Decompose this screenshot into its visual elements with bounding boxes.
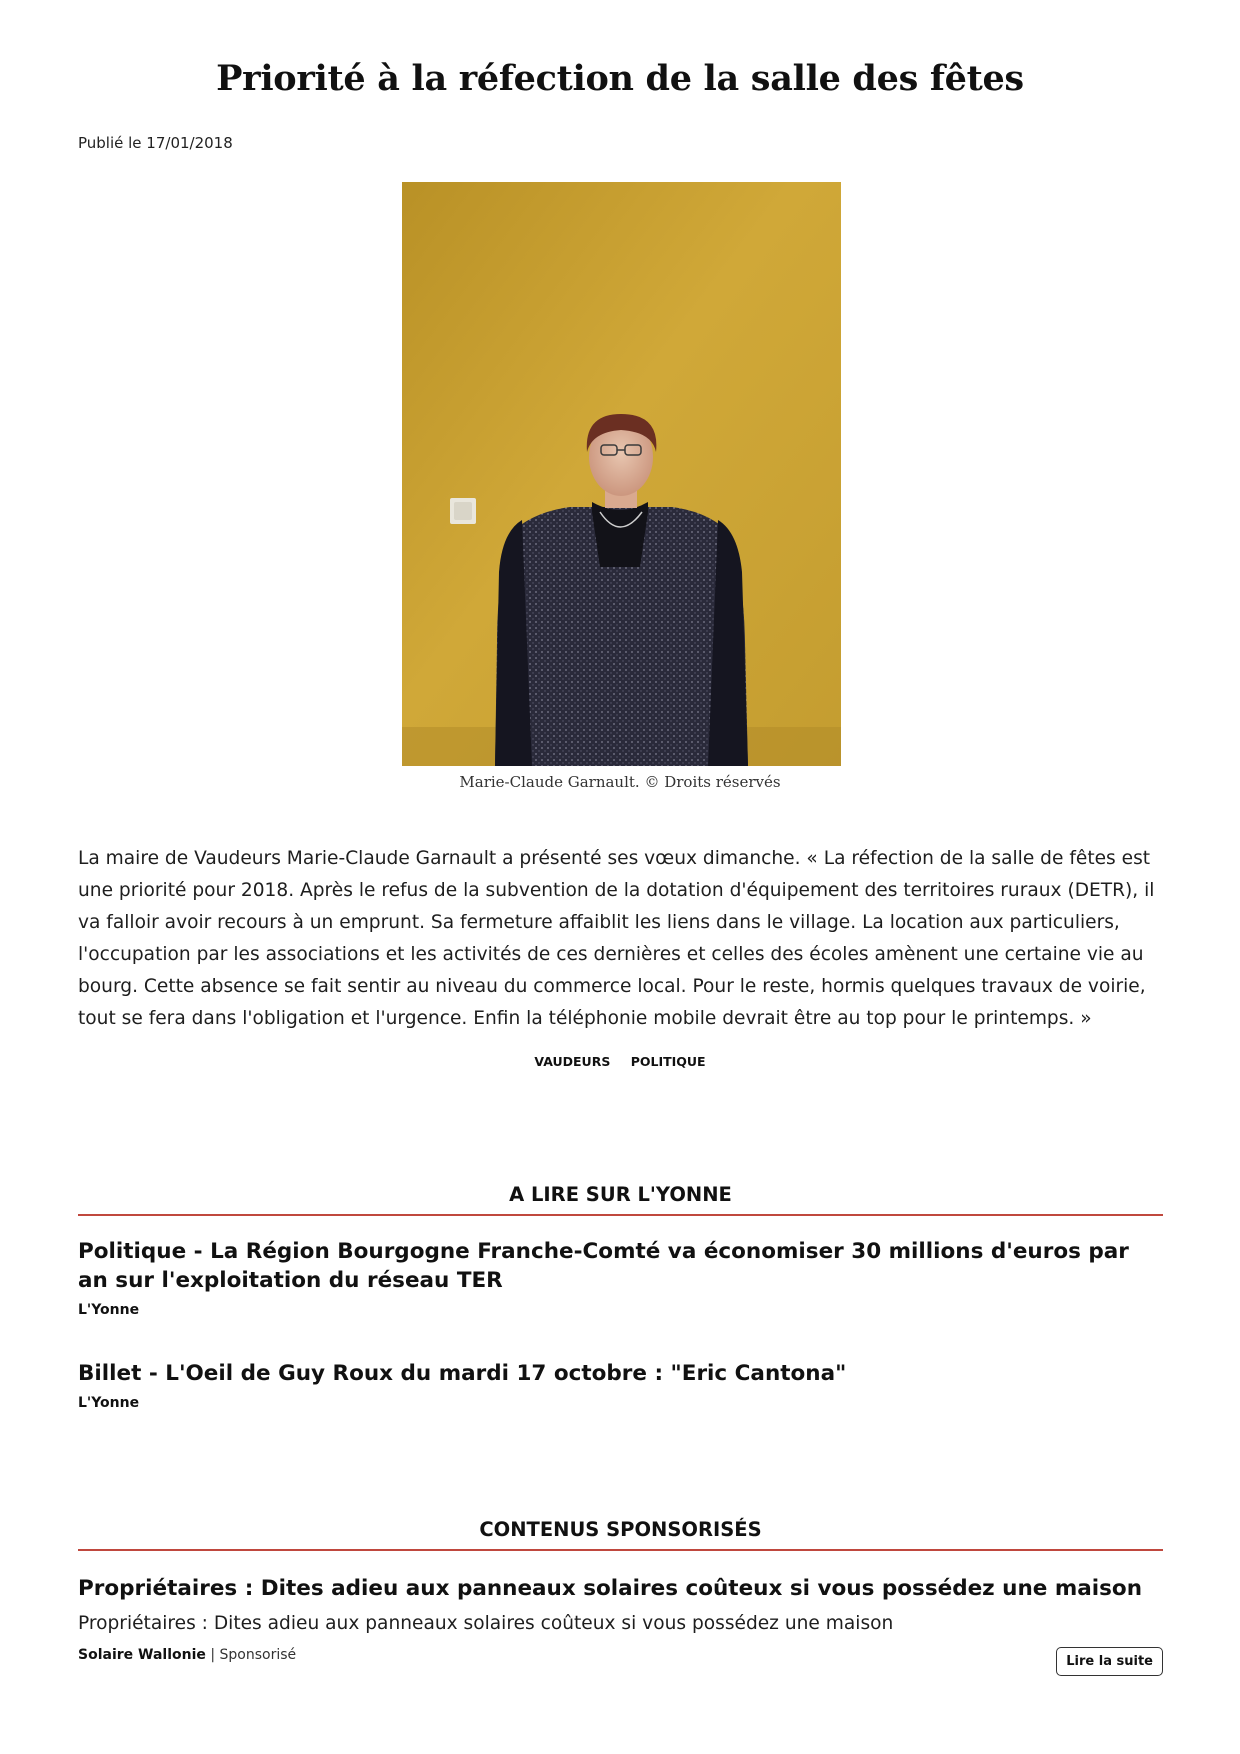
sponsored-article-title[interactable]: Propriétaires : Dites adieu aux panneaux solaires coûteux si vous possédez une maison [78,1576,1142,1601]
sponsored-label: | Sponsorisé [210,1647,297,1663]
related-article[interactable] [78,1237,1163,1320]
read-more-button[interactable]: Lire la suite [1056,1647,1163,1676]
tag-list [0,1053,1240,1071]
page-title: Priorité à la réfection de la salle des fêtes [216,58,1024,99]
sponsored-article-description: Propriétaires : Dites adieu aux panneaux solaires coûteux si vous possédez une maison [78,1613,894,1634]
tag-vaudeurs[interactable]: VAUDEURS [534,1054,611,1069]
photo-caption: Marie-Claude Garnault. © Droits réservés [459,773,781,791]
tag-politique[interactable]: POLITIQUE [630,1054,706,1069]
related-article-source: L'Yonne [78,1395,140,1411]
related-article-title[interactable]: Billet - L'Oeil de Guy Roux du mardi 17 octobre : "Eric Cantona" [78,1361,847,1386]
related-article[interactable] [78,1359,1163,1413]
article-body: La maire de Vaudeurs Marie-Claude Garnault a présenté ses vœux dimanche. « La réfection de la salle de fêtes est une priorité pour 2018. Après le refus de la subvention de la dotation d'équipement des territoires ruraux (DETR), il va falloir avoir recours à un emprunt. Sa fermeture affaiblit les liens dans le village. La location aux particuliers, l'occupation par les associations et les activités de ces dernières et celles des écoles amènent une certaine vie au bourg. Cette absence se fait sentir au niveau du commerce local. Pour le reste, hormis quelques travaux de voirie, tout se fera dans l'obligation et l'urgence. Enfin la téléphonie mobile devrait être au top pour le printemps. » [78,848,1155,1029]
publish-date: Publié le 17/01/2018 [78,134,233,152]
related-article-title[interactable]: Politique - La Région Bourgogne Franche-Comté va économiser 30 millions d'euros par an sur l'exploitation du réseau TER [78,1239,1129,1293]
article-photo [402,182,841,766]
related-section-heading: A LIRE SUR L'YONNE [78,1182,1163,1216]
sponsored-article[interactable] [78,1574,1163,1669]
related-article-source: L'Yonne [78,1302,140,1318]
advertiser-name: Solaire Wallonie [78,1647,206,1663]
sponsored-attribution [78,1645,1163,1665]
sponsored-section-heading: CONTENUS SPONSORISÉS [78,1517,1163,1551]
